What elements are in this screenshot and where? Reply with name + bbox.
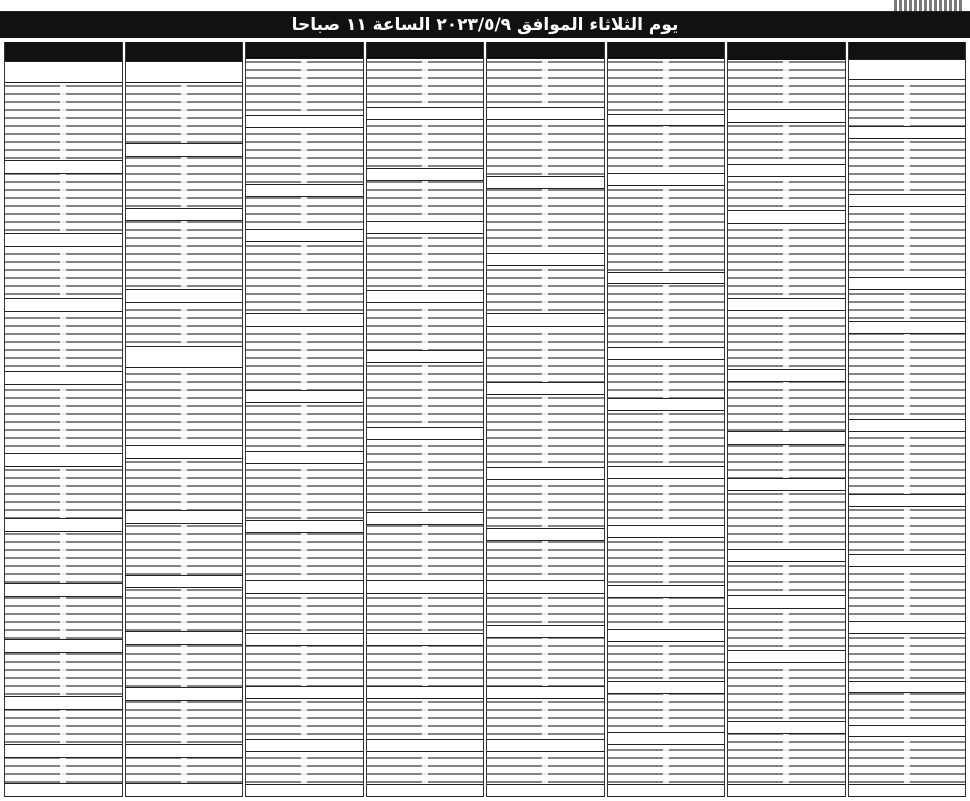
section-heading <box>246 390 363 403</box>
page-header-strip <box>0 0 970 12</box>
section-heading <box>608 525 725 538</box>
section-heading <box>487 107 604 120</box>
column-heading <box>126 42 243 61</box>
names-block <box>487 327 604 383</box>
names-block <box>608 538 725 585</box>
section-heading <box>246 520 363 533</box>
names-block <box>849 634 966 681</box>
names-block <box>246 128 363 184</box>
names-block <box>246 699 363 739</box>
listing-column-4 <box>486 42 605 797</box>
section-heading <box>487 528 604 541</box>
section-heading <box>367 512 484 525</box>
names-block <box>126 701 243 744</box>
section-heading <box>367 633 484 646</box>
names-block <box>126 221 243 289</box>
section-heading <box>728 478 845 492</box>
section-heading <box>608 173 725 186</box>
names-block <box>367 181 484 221</box>
names-block <box>367 440 484 512</box>
section-heading <box>126 575 243 589</box>
section-heading <box>367 107 484 120</box>
names-block <box>126 645 243 688</box>
names-block <box>849 334 966 420</box>
section-heading <box>367 290 484 303</box>
names-block <box>728 177 845 210</box>
section-heading <box>126 61 243 83</box>
section-heading <box>487 580 604 593</box>
section-heading <box>5 233 122 247</box>
section-heading <box>5 371 122 385</box>
names-block <box>608 479 725 526</box>
section-heading <box>608 784 725 797</box>
section-heading <box>487 686 604 699</box>
section-heading <box>5 518 122 532</box>
section-heading <box>608 732 725 745</box>
section-heading <box>849 194 966 207</box>
listing-columns <box>4 42 966 797</box>
section-heading <box>246 739 363 752</box>
names-block <box>126 758 243 784</box>
names-block <box>728 311 845 369</box>
section-heading <box>728 721 845 735</box>
section-heading <box>849 321 966 334</box>
names-block <box>5 710 122 744</box>
names-block <box>367 646 484 686</box>
names-block <box>728 123 845 164</box>
column-heading <box>367 42 484 59</box>
section-heading <box>849 494 966 507</box>
section-heading <box>608 114 725 127</box>
section-heading <box>487 784 604 797</box>
section-heading <box>126 783 243 797</box>
section-heading <box>367 427 484 440</box>
names-block <box>126 368 243 445</box>
names-block <box>728 609 845 650</box>
section-heading <box>5 639 122 653</box>
section-heading <box>126 143 243 157</box>
names-block <box>487 480 604 528</box>
section-heading <box>126 687 243 701</box>
names-block <box>608 284 725 346</box>
names-block <box>126 524 243 575</box>
section-heading <box>487 467 604 480</box>
names-block <box>5 312 122 372</box>
names-block <box>608 360 725 399</box>
masthead-fragment <box>894 0 964 11</box>
section-heading <box>367 221 484 234</box>
section-heading <box>5 160 122 174</box>
names-block <box>5 653 122 696</box>
section-heading <box>5 61 122 83</box>
listing-column-2 <box>727 42 846 797</box>
names-block <box>487 594 604 626</box>
section-heading <box>608 629 725 642</box>
section-heading <box>367 168 484 181</box>
names-block <box>5 467 122 518</box>
section-heading <box>849 681 966 694</box>
section-heading <box>728 210 845 224</box>
names-block <box>246 197 363 229</box>
names-block <box>849 80 966 127</box>
section-heading <box>849 277 966 290</box>
section-heading <box>728 431 845 445</box>
names-block <box>728 663 845 721</box>
names-block <box>849 207 966 277</box>
listing-column-1 <box>848 42 967 797</box>
names-block <box>246 242 363 314</box>
names-block <box>728 382 845 431</box>
names-block <box>246 464 363 520</box>
section-heading <box>126 744 243 758</box>
names-block <box>728 224 845 298</box>
listing-column-6 <box>245 42 364 797</box>
names-block <box>367 303 484 351</box>
section-heading <box>126 208 243 222</box>
names-block <box>246 533 363 581</box>
section-heading <box>5 583 122 597</box>
names-block <box>487 120 604 176</box>
listing-column-8 <box>4 42 123 797</box>
section-heading <box>5 744 122 758</box>
names-block <box>126 459 243 510</box>
date-banner <box>0 12 970 38</box>
section-heading <box>728 549 845 563</box>
names-block <box>126 157 243 208</box>
section-heading <box>126 346 243 368</box>
section-heading <box>849 59 966 80</box>
names-block <box>246 752 363 784</box>
names-block <box>849 567 966 621</box>
names-block <box>487 541 604 581</box>
names-block <box>126 83 243 143</box>
section-heading <box>367 686 484 699</box>
section-heading <box>608 272 725 285</box>
column-heading <box>849 42 966 59</box>
section-heading <box>367 350 484 363</box>
section-heading <box>487 313 604 326</box>
names-block <box>608 694 725 733</box>
names-block <box>728 491 845 549</box>
section-heading <box>246 313 363 326</box>
names-block <box>487 752 604 784</box>
section-heading <box>728 595 845 609</box>
names-block <box>849 432 966 494</box>
names-block <box>367 120 484 168</box>
names-block <box>728 60 845 109</box>
section-heading <box>728 109 845 123</box>
column-heading <box>5 42 122 61</box>
listing-column-3 <box>607 42 726 797</box>
names-block <box>5 532 122 583</box>
section-heading <box>246 451 363 464</box>
section-heading <box>5 783 122 797</box>
section-heading <box>246 115 363 128</box>
section-heading <box>246 784 363 797</box>
names-block <box>367 234 484 290</box>
names-block <box>5 758 122 784</box>
section-heading <box>487 382 604 395</box>
section-heading <box>367 739 484 752</box>
names-block <box>728 445 845 478</box>
names-block <box>5 247 122 298</box>
column-heading <box>608 42 725 59</box>
section-heading <box>608 585 725 598</box>
column-heading <box>246 42 363 59</box>
section-heading <box>728 369 845 383</box>
names-block <box>849 290 966 321</box>
section-heading <box>849 554 966 567</box>
section-heading <box>246 686 363 699</box>
names-block <box>487 59 604 107</box>
names-block <box>367 752 484 784</box>
names-block <box>608 411 725 465</box>
names-block <box>5 385 122 453</box>
section-heading <box>728 784 845 797</box>
names-block <box>728 734 845 783</box>
names-block <box>849 737 966 784</box>
section-heading <box>849 419 966 432</box>
names-block <box>246 403 363 451</box>
names-block <box>849 693 966 724</box>
names-block <box>126 303 243 346</box>
section-heading <box>246 580 363 593</box>
section-heading <box>849 725 966 738</box>
section-heading <box>126 631 243 645</box>
names-block <box>5 174 122 234</box>
banner-headline: يوم الثلاثاء الموافق ٢٠٢٣/٥/٩ الساعة ١١ صباحا <box>291 15 679 35</box>
names-block <box>487 638 604 686</box>
names-block <box>246 327 363 391</box>
names-block <box>487 189 604 253</box>
names-block <box>367 59 484 107</box>
names-block <box>849 139 966 193</box>
names-block <box>367 594 484 634</box>
names-block <box>608 598 725 629</box>
names-block <box>487 266 604 314</box>
section-heading <box>608 466 725 479</box>
names-block <box>5 83 122 160</box>
section-heading <box>487 625 604 638</box>
section-heading <box>487 253 604 266</box>
section-heading <box>728 164 845 178</box>
names-block <box>608 745 725 784</box>
section-heading <box>246 633 363 646</box>
section-heading <box>367 784 484 797</box>
section-heading <box>608 347 725 360</box>
section-heading <box>5 696 122 710</box>
names-block <box>367 525 484 581</box>
names-block <box>126 588 243 631</box>
names-block <box>5 597 122 640</box>
listing-column-7 <box>125 42 244 797</box>
section-heading <box>849 621 966 634</box>
section-heading <box>5 298 122 312</box>
section-heading <box>487 176 604 189</box>
section-heading <box>608 681 725 694</box>
section-heading <box>367 580 484 593</box>
section-heading <box>5 453 122 467</box>
names-block <box>608 59 725 113</box>
names-block <box>728 562 845 595</box>
names-block <box>487 395 604 467</box>
names-block <box>608 642 725 681</box>
section-heading <box>849 126 966 139</box>
names-block <box>367 699 484 739</box>
names-block <box>246 59 363 115</box>
names-block <box>246 594 363 634</box>
section-heading <box>728 298 845 312</box>
names-block <box>849 507 966 554</box>
listing-column-5 <box>366 42 485 797</box>
section-heading <box>608 398 725 411</box>
section-heading <box>849 784 966 797</box>
section-heading <box>126 445 243 459</box>
names-block <box>487 699 604 739</box>
names-block <box>608 186 725 272</box>
names-block <box>367 363 484 427</box>
section-heading <box>126 510 243 524</box>
column-heading <box>728 42 845 60</box>
section-heading <box>246 229 363 242</box>
column-heading <box>487 42 604 59</box>
section-heading <box>126 289 243 303</box>
section-heading <box>728 650 845 664</box>
names-block <box>608 126 725 173</box>
section-heading <box>487 739 604 752</box>
names-block <box>246 646 363 686</box>
section-heading <box>246 184 363 197</box>
